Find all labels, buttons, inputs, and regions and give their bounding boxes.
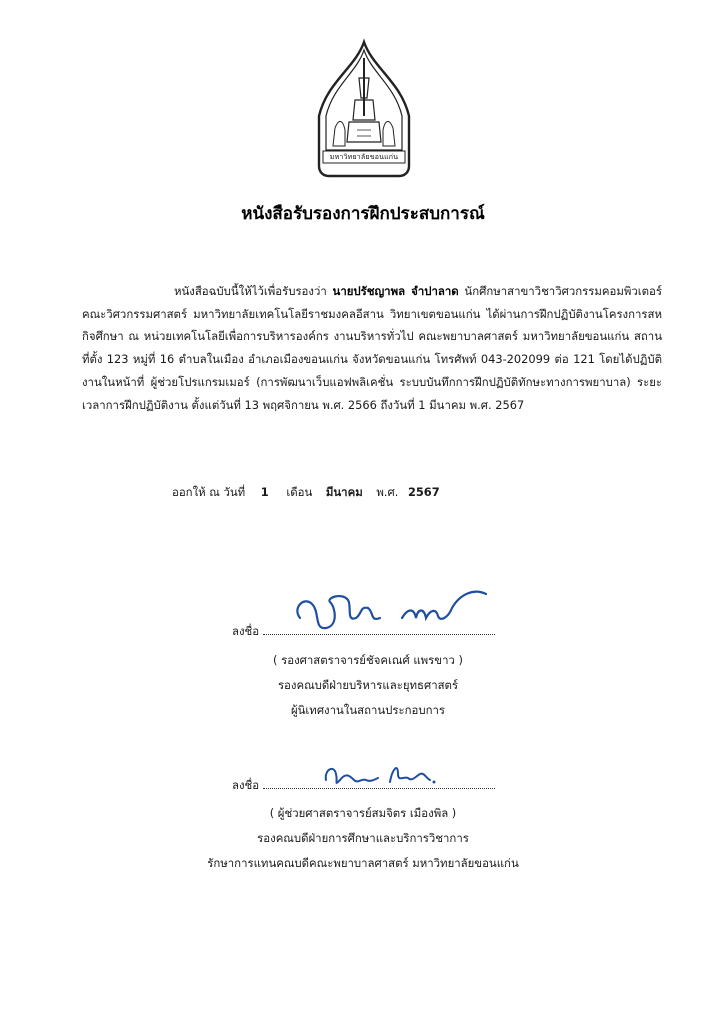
student-name: นายปรัชญาพล จำปาลาด <box>332 284 459 298</box>
signature-2-position-2: รักษาการแทนคณบดีคณะพยาบาลศาสตร์ มหาวิทยาลัยขอนแก่น <box>207 856 519 870</box>
signature-2-row <box>232 777 495 795</box>
month-label: เดือน <box>286 485 313 499</box>
signature-2-label: ลงชื่อ <box>232 778 260 792</box>
signature-1-position-1: รองคณบดีฝ่ายบริหารและยุทธศาสตร์ <box>277 678 459 692</box>
issued-year: 2567 <box>407 485 440 499</box>
signature-1-row <box>232 623 495 641</box>
emblem-caption: มหาวิทยาลัยขอนแก่น <box>329 153 399 161</box>
issued-label: ออกให้ ณ วันที่ <box>172 485 246 499</box>
signature-1-position-2: ผู้นิเทศงานในสถานประกอบการ <box>290 703 446 717</box>
year-label: พ.ศ. <box>376 485 399 499</box>
signature-2-dotted-line <box>263 778 495 789</box>
signature-1-label: ลงชื่อ <box>232 624 260 638</box>
page-title: หนังสือรับรองการฝึกประสบการณ์ <box>241 204 485 224</box>
certificate-body <box>82 280 662 416</box>
signature-1-name: ( รองศาสตราจารย์ชัจคเณศ์ แพรขาว ) <box>273 653 463 667</box>
body-text: นักศึกษาสาขาวิชาวิศวกรรมคอมพิวเตอร์ คณะวิศวกรรมศาสตร์ มหาวิทยาลัยเทคโนโลยีราชมงคลอีสาน วิทยาเขตขอนแก่น ได้ผ่านการฝึกปฏิบัติงานโครงการสหกิจศึกษา ณ หน่วยเทคโนโลยีเพื่อการบริหารองค์กร งานบริหารทั่วไป คณะพยาบาลศาสตร์ มหาวิทยาลัยขอนแก่น สถานที่ตั้ง 123 หมู่ที่ 16 ตำบลในเมือง อำเภอเมืองขอนแก่น จังหวัดขอนแก่น โทรศัพท์ 043-202099 ต่อ 121 โดยได้ปฏิบัติงานในหน้าที่ ผู้ช่วยโปรแกรมเมอร์ (การพัฒนาเว็บแอฟพลิเคชั่น ระบบบันทึกการฝึกปฏิบัติทักษะทางการพยาบาล) ระยะเวลาการฝึกปฏิบัติงาน ตั้งแต่วันที่ 13 พฤศจิกายน พ.ศ. 2566 ถึงวันที่ 1 มีนาคม พ.ศ. 2567 <box>82 284 662 412</box>
university-emblem <box>313 38 415 188</box>
issued-month: มีนาคม <box>325 485 363 499</box>
signature-2-position-1: รองคณบดีฝ่ายการศึกษาและบริการวิชาการ <box>257 831 469 845</box>
issued-day: 1 <box>260 485 269 499</box>
issued-date-line <box>172 484 440 502</box>
body-intro: หนังสือฉบับนี้ให้ไว้เพื่อรับรองว่า <box>174 284 333 298</box>
signature-1-dotted-line <box>263 624 495 635</box>
signature-2-name: ( ผู้ช่วยศาสตราจารย์สมจิตร เมืองพิล ) <box>269 806 457 820</box>
